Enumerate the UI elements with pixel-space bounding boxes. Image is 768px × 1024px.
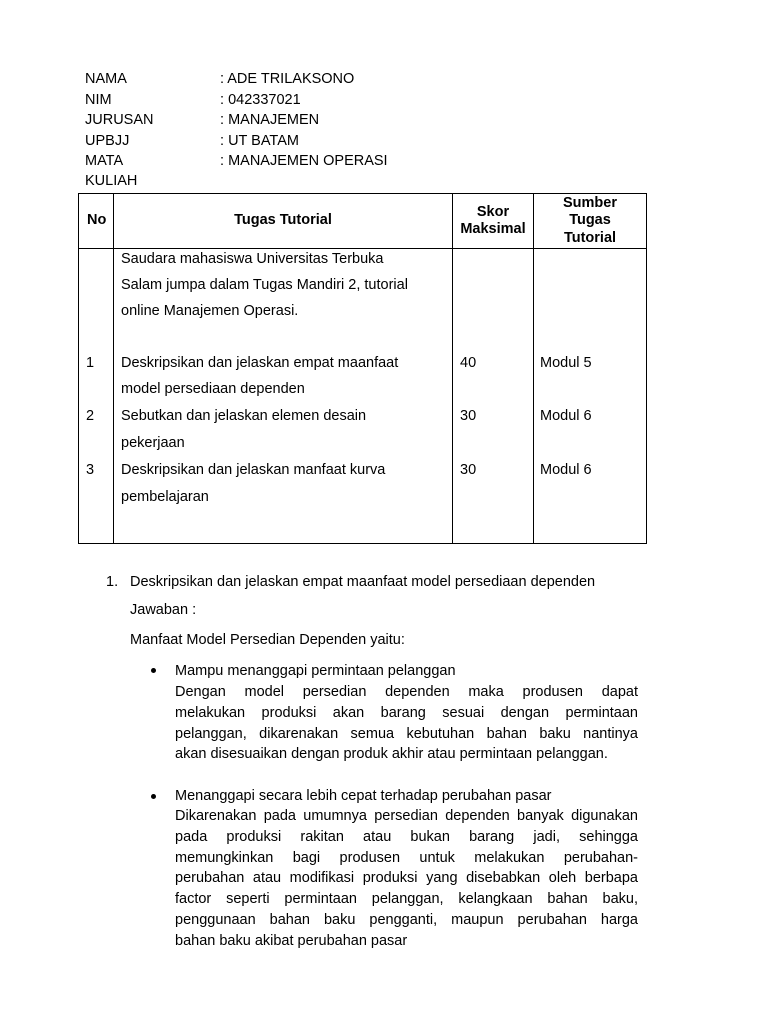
info-value: : MANAJEMEN OPERASI [220, 151, 388, 171]
info-label: MATA KULIAH [85, 153, 138, 189]
header-sumber-line: Tugas [569, 212, 611, 229]
row-number: 3 [86, 462, 95, 478]
task-line: pekerjaan [121, 435, 185, 451]
cell-skor [453, 249, 534, 544]
bullet-body [175, 682, 638, 765]
intro-line: online Manajemen Operasi. [121, 303, 299, 319]
body-line: Dengan model persedian dependen maka produsen dapat [175, 684, 638, 700]
header-sumber-line: Sumber [563, 194, 617, 211]
skor-value: 40 [460, 355, 477, 371]
assignment-table [78, 193, 647, 544]
header-no: No [79, 194, 114, 249]
task-line: pembelajaran [121, 489, 209, 505]
body-line: factor seperti permintaan pelanggan, kelangkaan bahan baku, [175, 891, 638, 908]
header-sumber-line: Tutorial [563, 229, 617, 246]
skor-value: 30 [460, 462, 477, 478]
body-line: melakukan produksi akan barang sesuai dengan permintaan [175, 704, 638, 721]
cell-sumber [534, 249, 647, 544]
sumber-value: Modul 6 [540, 408, 592, 424]
info-value: : 042337021 [220, 90, 301, 110]
info-label: UPBJJ [85, 132, 130, 149]
jawaban-label: Jawaban : [130, 602, 197, 618]
header-skor-maksimal [453, 194, 534, 249]
header-sumber-tugas-tutorial [534, 194, 647, 249]
header-skor-line: Maksimal [460, 221, 526, 237]
bullet-body [175, 806, 638, 952]
intro-line: Saudara mahasiswa Universitas Terbuka [121, 251, 384, 267]
header-skor-line: Skor [476, 203, 510, 220]
bullet-icon [151, 794, 156, 799]
table-header-row [79, 194, 647, 249]
info-label: JURUSAN [85, 112, 154, 128]
task-line: model persediaan dependen [121, 381, 305, 397]
sumber-value: Modul 6 [540, 462, 592, 478]
body-line: pada produksi rakitan atau bukan barang jadi, sehingga [175, 828, 638, 845]
table-row [79, 249, 647, 544]
body-line: Dikarenakan pada umumnya persedian dependen banyak digunakan [175, 808, 638, 824]
answer-intro: Manfaat Model Persedian Dependen yaitu: [130, 632, 405, 648]
question-text: Deskripsikan dan jelaskan empat maanfaat model persediaan dependen [130, 574, 596, 590]
info-value: : ADE TRILAKSONO [220, 69, 354, 89]
info-label: NAMA [85, 71, 127, 87]
info-value: : MANAJEMEN [220, 110, 319, 130]
task-line: Sebutkan dan jelaskan elemen desain [121, 408, 367, 424]
body-line: bahan baku akibat perubahan pasar [175, 932, 408, 949]
info-value: : UT BATAM [220, 131, 299, 151]
body-line: perubahan atau modifikasi produksi yang disebabkan oleh berbapa [175, 870, 638, 887]
info-label: NIM [85, 91, 112, 108]
bullet-title: Mampu menanggapi permintaan pelanggan [175, 663, 456, 679]
body-line: penggunaan bahan baku pengganti, maupun perubahan harga [175, 911, 638, 928]
body-line: pelanggan, dikarenakan semua kebutuhan bahan baku nantinya [175, 725, 638, 742]
bullet-icon [151, 668, 156, 673]
skor-value: 30 [460, 408, 477, 424]
body-line: memungkinkan bagi produsen untuk melakukan perubahan- [175, 849, 638, 866]
cell-no [79, 249, 114, 544]
row-number: 2 [86, 408, 95, 424]
body-line: akan disesuaikan dengan produk akhir atau permintaan pelanggan. [175, 746, 608, 763]
cell-tugas [114, 249, 453, 544]
task-line: Deskripsikan dan jelaskan manfaat kurva [121, 462, 386, 478]
row-number: 1 [86, 355, 95, 371]
bullet-title: Menanggapi secara lebih cepat terhadap perubahan pasar [175, 788, 552, 804]
intro-line: Salam jumpa dalam Tugas Mandiri 2, tutorial [121, 277, 408, 293]
header-tugas-tutorial: Tugas Tutorial [114, 194, 453, 249]
sumber-value: Modul 5 [540, 355, 592, 371]
question-number: 1. [106, 574, 119, 590]
task-line: Deskripsikan dan jelaskan empat maanfaat [121, 355, 399, 371]
